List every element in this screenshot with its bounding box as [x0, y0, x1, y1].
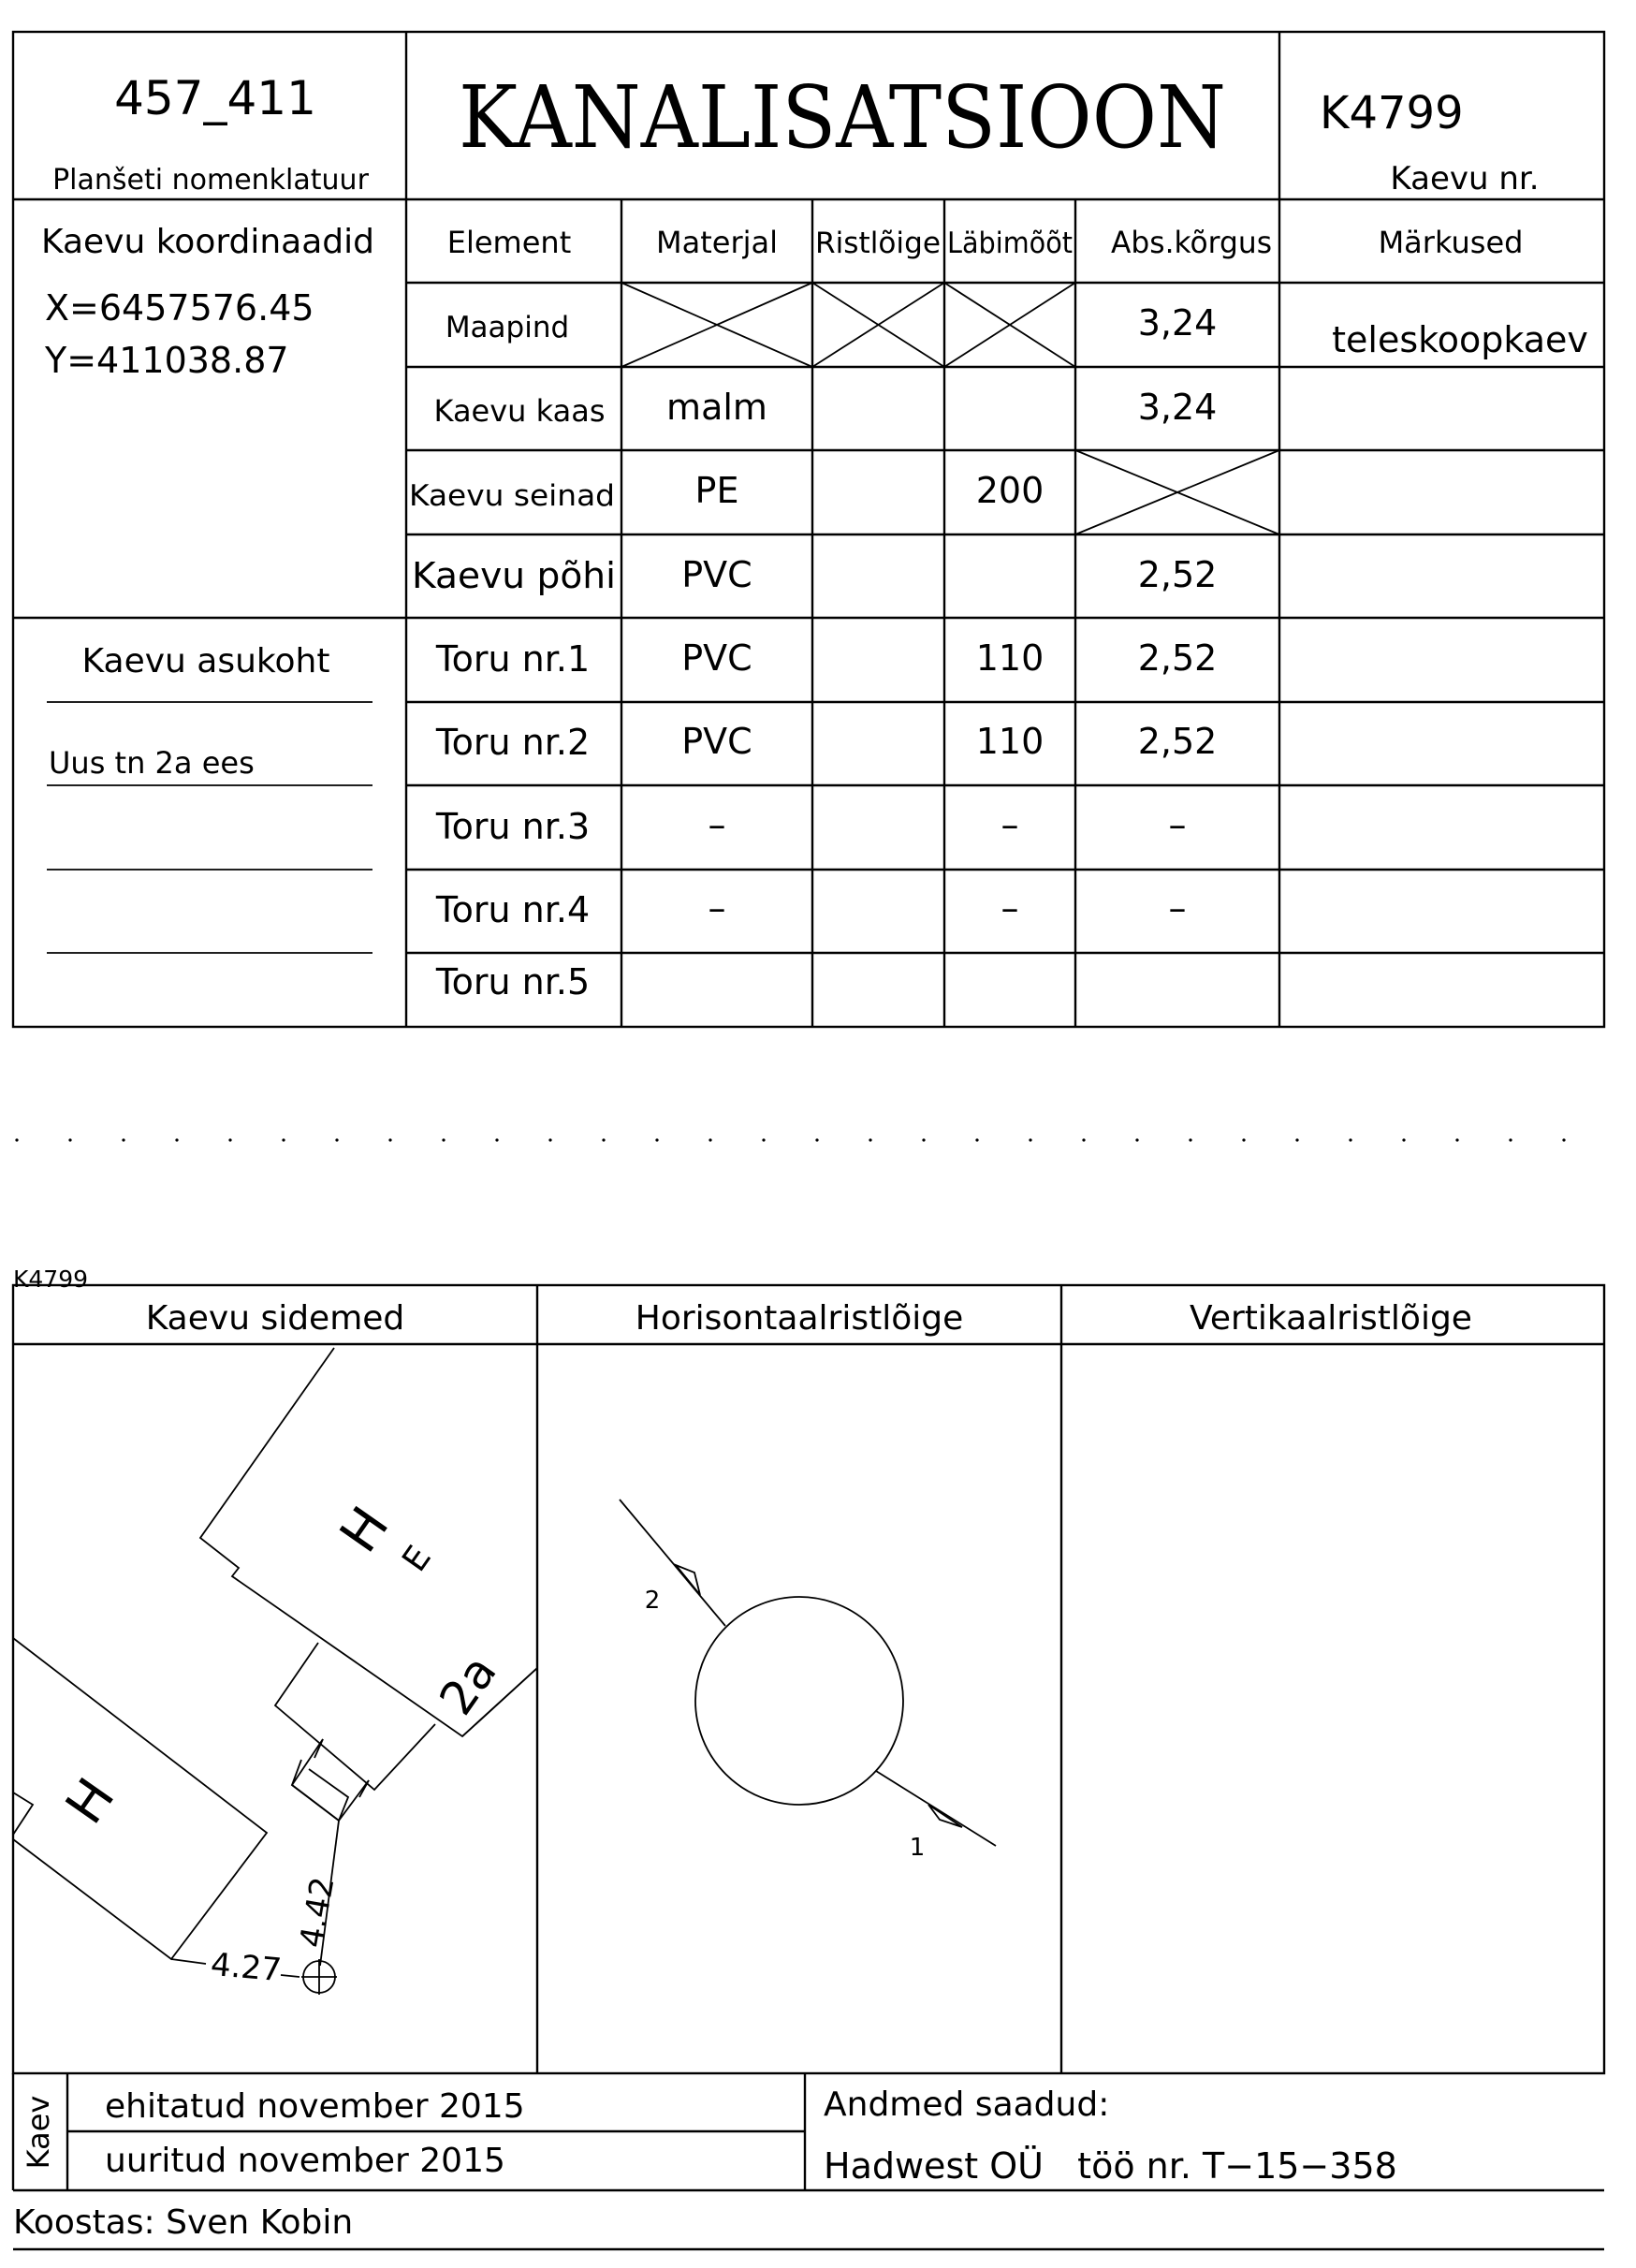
cell-element: Kaevu põhi — [412, 555, 616, 596]
table-row — [412, 554, 1217, 596]
separator-dot — [975, 1138, 978, 1141]
separator-dot — [708, 1138, 711, 1141]
separator-dot — [388, 1138, 391, 1141]
cell-abs: 2,52 — [1137, 554, 1218, 595]
cell-abs: 3,24 — [1137, 302, 1218, 344]
building-number-2a: 2a — [429, 1646, 507, 1725]
cell-abs: 2,52 — [1137, 721, 1218, 762]
dimension-4-27: 4.27 — [209, 1945, 284, 1990]
cell-labimoot: 110 — [975, 637, 1044, 679]
cell-abs: – — [1168, 887, 1187, 929]
cell-materjal: – — [708, 887, 726, 929]
building-label-h-2: H — [54, 1767, 127, 1836]
cell-element: Toru nr.3 — [435, 806, 591, 847]
panel-title-sidemed: Kaevu sidemed — [145, 1299, 405, 1338]
cell-materjal: PVC — [681, 721, 752, 762]
cell-labimoot: 110 — [975, 721, 1044, 762]
pipe-2-line — [620, 1500, 725, 1626]
footer-author: Koostas: Sven Kobin — [13, 2203, 354, 2242]
coordinates-label: Kaevu koordinaadid — [40, 223, 375, 261]
table-row — [435, 721, 1217, 763]
cell-element: Toru nr.1 — [435, 638, 591, 680]
header-element: Element — [446, 225, 572, 260]
header-ristloige: Ristlõige — [815, 227, 941, 260]
cell-abs: 2,52 — [1137, 637, 1218, 679]
separator-dot — [68, 1138, 71, 1141]
pipe-label-2: 2 — [644, 1587, 661, 1615]
lower-card — [13, 1266, 1604, 2249]
separator-dot — [655, 1138, 658, 1141]
separator-dot — [1029, 1138, 1031, 1141]
lower-tag: K4799 — [13, 1266, 89, 1293]
separator-dot — [1509, 1138, 1512, 1141]
cell-materjal: malm — [666, 387, 767, 428]
separator-dot — [602, 1138, 605, 1141]
cell-labimoot: – — [1001, 804, 1019, 845]
well-number-value: K4799 — [1320, 87, 1464, 139]
separator-dot — [1242, 1138, 1245, 1141]
building-floors-label: E — [395, 1539, 439, 1579]
pipe-label-1: 1 — [909, 1834, 926, 1862]
table-row — [435, 804, 1187, 847]
location-line-1: Uus tn 2a ees — [49, 745, 255, 781]
dimension-4-42: 4.42 — [292, 1874, 343, 1951]
separator-dot — [548, 1138, 551, 1141]
table-row — [409, 470, 1044, 513]
top-card — [13, 32, 1604, 1027]
panel-title-horisontaal: Horisontaalristlõige — [635, 1299, 964, 1338]
cell-materjal: PVC — [681, 554, 752, 595]
horizontal-section — [620, 1500, 996, 1862]
footer-side-label: Kaev — [21, 2095, 56, 2170]
pipe-1-arrow — [928, 1805, 962, 1827]
separator-dot — [869, 1138, 871, 1141]
pipe-1-line — [876, 1771, 996, 1846]
separator-dot — [442, 1138, 445, 1141]
table-row — [435, 637, 1217, 680]
card-title: KANALISATSIOON — [459, 67, 1226, 168]
cell-abs: – — [1168, 804, 1187, 845]
separator-dot — [122, 1138, 124, 1141]
separator-dot — [175, 1138, 178, 1141]
table-header-row — [447, 225, 1524, 260]
separator-dot — [335, 1138, 338, 1141]
cell-materjal: – — [708, 804, 726, 845]
header-markused: Märkused — [1378, 225, 1524, 260]
separator-dot — [1402, 1138, 1405, 1141]
cell-element: Kaevu seinad — [409, 479, 615, 513]
footer — [13, 2073, 1604, 2249]
cell-element: Maapind — [445, 311, 570, 344]
footer-surveyed: uuritud november 2015 — [105, 2142, 505, 2180]
cell-materjal: PE — [694, 470, 739, 511]
building-h-outline — [13, 1638, 267, 1959]
footer-built: ehitatud november 2015 — [105, 2087, 525, 2126]
table-row — [434, 387, 1218, 429]
separator-dot — [1349, 1138, 1351, 1141]
header-abs-korgus: Abs.kõrgus — [1111, 225, 1272, 260]
header-labimoot: Läbimõõt — [947, 227, 1073, 260]
panel-title-vertikaal: Vertikaalristlõige — [1190, 1299, 1472, 1338]
separator-dot — [1295, 1138, 1298, 1141]
separator-dot — [495, 1138, 498, 1141]
separator-dot — [1455, 1138, 1458, 1141]
separator-dot — [228, 1138, 231, 1141]
cell-element: Toru nr.2 — [435, 722, 591, 763]
well-number-label: Kaevu nr. — [1390, 160, 1540, 198]
cell-markused: teleskoopkaev — [1332, 319, 1588, 360]
cell-materjal: PVC — [681, 637, 752, 679]
separator-dot — [815, 1138, 818, 1141]
header-materjal: Materjal — [656, 225, 778, 260]
well-circle — [695, 1597, 903, 1805]
pipe-2-arrow — [676, 1565, 700, 1595]
nomenclature-label: Planšeti nomenklatuur — [52, 164, 369, 197]
coordinate-y: Y=411038.87 — [45, 340, 289, 381]
separator-dot — [922, 1138, 925, 1141]
cell-element: Toru nr.4 — [435, 889, 591, 930]
cell-labimoot: – — [1001, 887, 1019, 929]
building-label-h: H — [329, 1496, 402, 1564]
cell-element: Toru nr.5 — [435, 961, 591, 1002]
nomenclature-value: 457_411 — [114, 71, 316, 125]
separator-dot — [1082, 1138, 1085, 1141]
separator-dot — [762, 1138, 765, 1141]
dotted-separator — [15, 1138, 1565, 1141]
footer-data-source: Hadwest OÜ töö nr. T−15−358 — [824, 2145, 1397, 2187]
separator-dot — [282, 1138, 285, 1141]
cell-abs: 3,24 — [1137, 387, 1218, 428]
table-row — [435, 887, 1187, 930]
cell-labimoot: 200 — [975, 470, 1044, 511]
separator-dot — [1562, 1138, 1565, 1141]
table-row — [435, 961, 590, 1002]
separator-dot — [1135, 1138, 1138, 1141]
separator-dot — [15, 1138, 18, 1141]
site-sketch — [13, 1348, 537, 1995]
footer-data-label: Andmed saadud: — [824, 2085, 1110, 2124]
table-row — [446, 302, 1588, 360]
coordinate-x: X=6457576.45 — [45, 287, 314, 329]
cell-element: Kaevu kaas — [433, 393, 606, 429]
location-label: Kaevu asukoht — [81, 642, 330, 680]
separator-dot — [1189, 1138, 1191, 1141]
